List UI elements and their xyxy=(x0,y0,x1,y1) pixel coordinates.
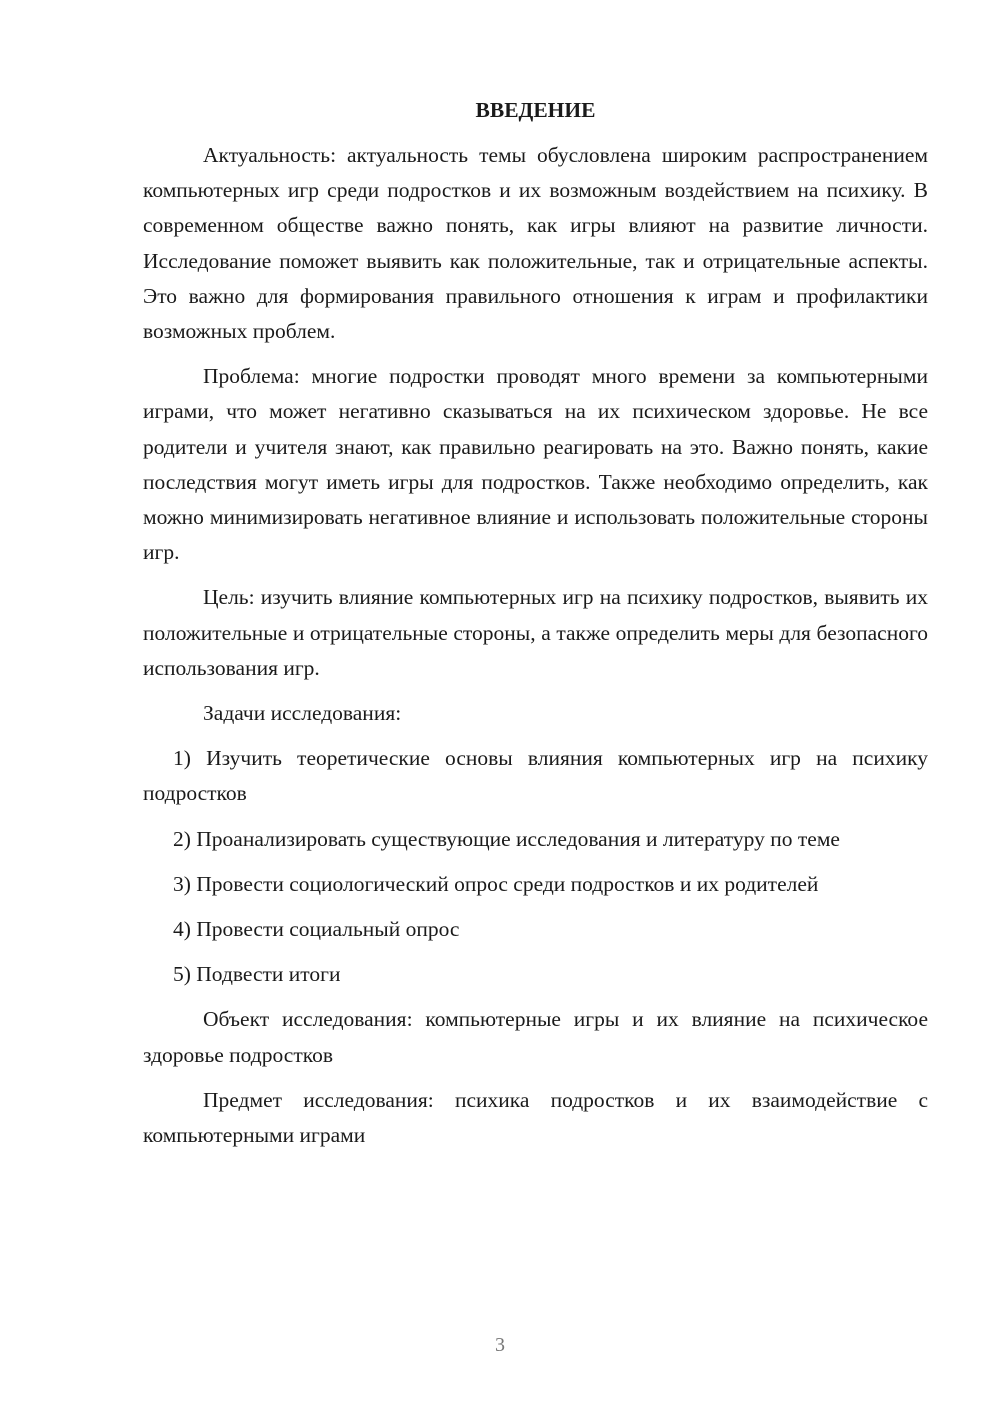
task-item-5: 5) Подвести итоги xyxy=(173,962,341,987)
document-page xyxy=(143,94,928,1163)
problem-paragraph: Проблема: многие подростки проводят много времени за компьютерными играми, что может негативно сказываться на их психическом здоровье. Не все родители и учителя знают, как правильно реагировать на это. Важно понять, какие последствия могут иметь игры для подростков. Также необходимо определить, как можно минимизировать негативное влияние и использовать положительные стороны игр. xyxy=(143,364,928,565)
relevance-paragraph: Актуальность: актуальность темы обусловлена широким распространением компьютерных игр среди подростков и их возможным воздействием на психику. В современном обществе важно понять, как игры влияют на развитие личности. Исследование поможет выявить как положительные, так и отрицательные аспекты. Это важно для формирования правильного отношения к играм и профилактики возможных проблем. xyxy=(143,143,928,344)
task-item-2: 2) Проанализировать существующие исследования и литературу по теме xyxy=(173,826,840,851)
goal-paragraph: Цель: изучить влияние компьютерных игр на психику подростков, выявить их положительные и отрицательные стороны, а также определить меры для безопасного использования игр. xyxy=(143,585,928,680)
tasks-heading: Задачи исследования: xyxy=(203,701,402,726)
subject-paragraph: Предмет исследования: психика подростков и их взаимодействие с компьютерными играми xyxy=(143,1087,928,1148)
task-item-1: 1) Изучить теоретические основы влияния компьютерных игр на психику подростков xyxy=(143,746,928,806)
page-number: 3 xyxy=(495,1334,505,1356)
object-paragraph: Объект исследования: компьютерные игры и их влияние на психическое здоровье подростков xyxy=(143,1007,928,1067)
task-item-3: 3) Провести социологический опрос среди подростков и их родителей xyxy=(173,871,819,896)
section-title: ВВЕДЕНИЕ xyxy=(475,98,596,122)
task-item-4: 4) Провести социальный опрос xyxy=(173,917,460,942)
